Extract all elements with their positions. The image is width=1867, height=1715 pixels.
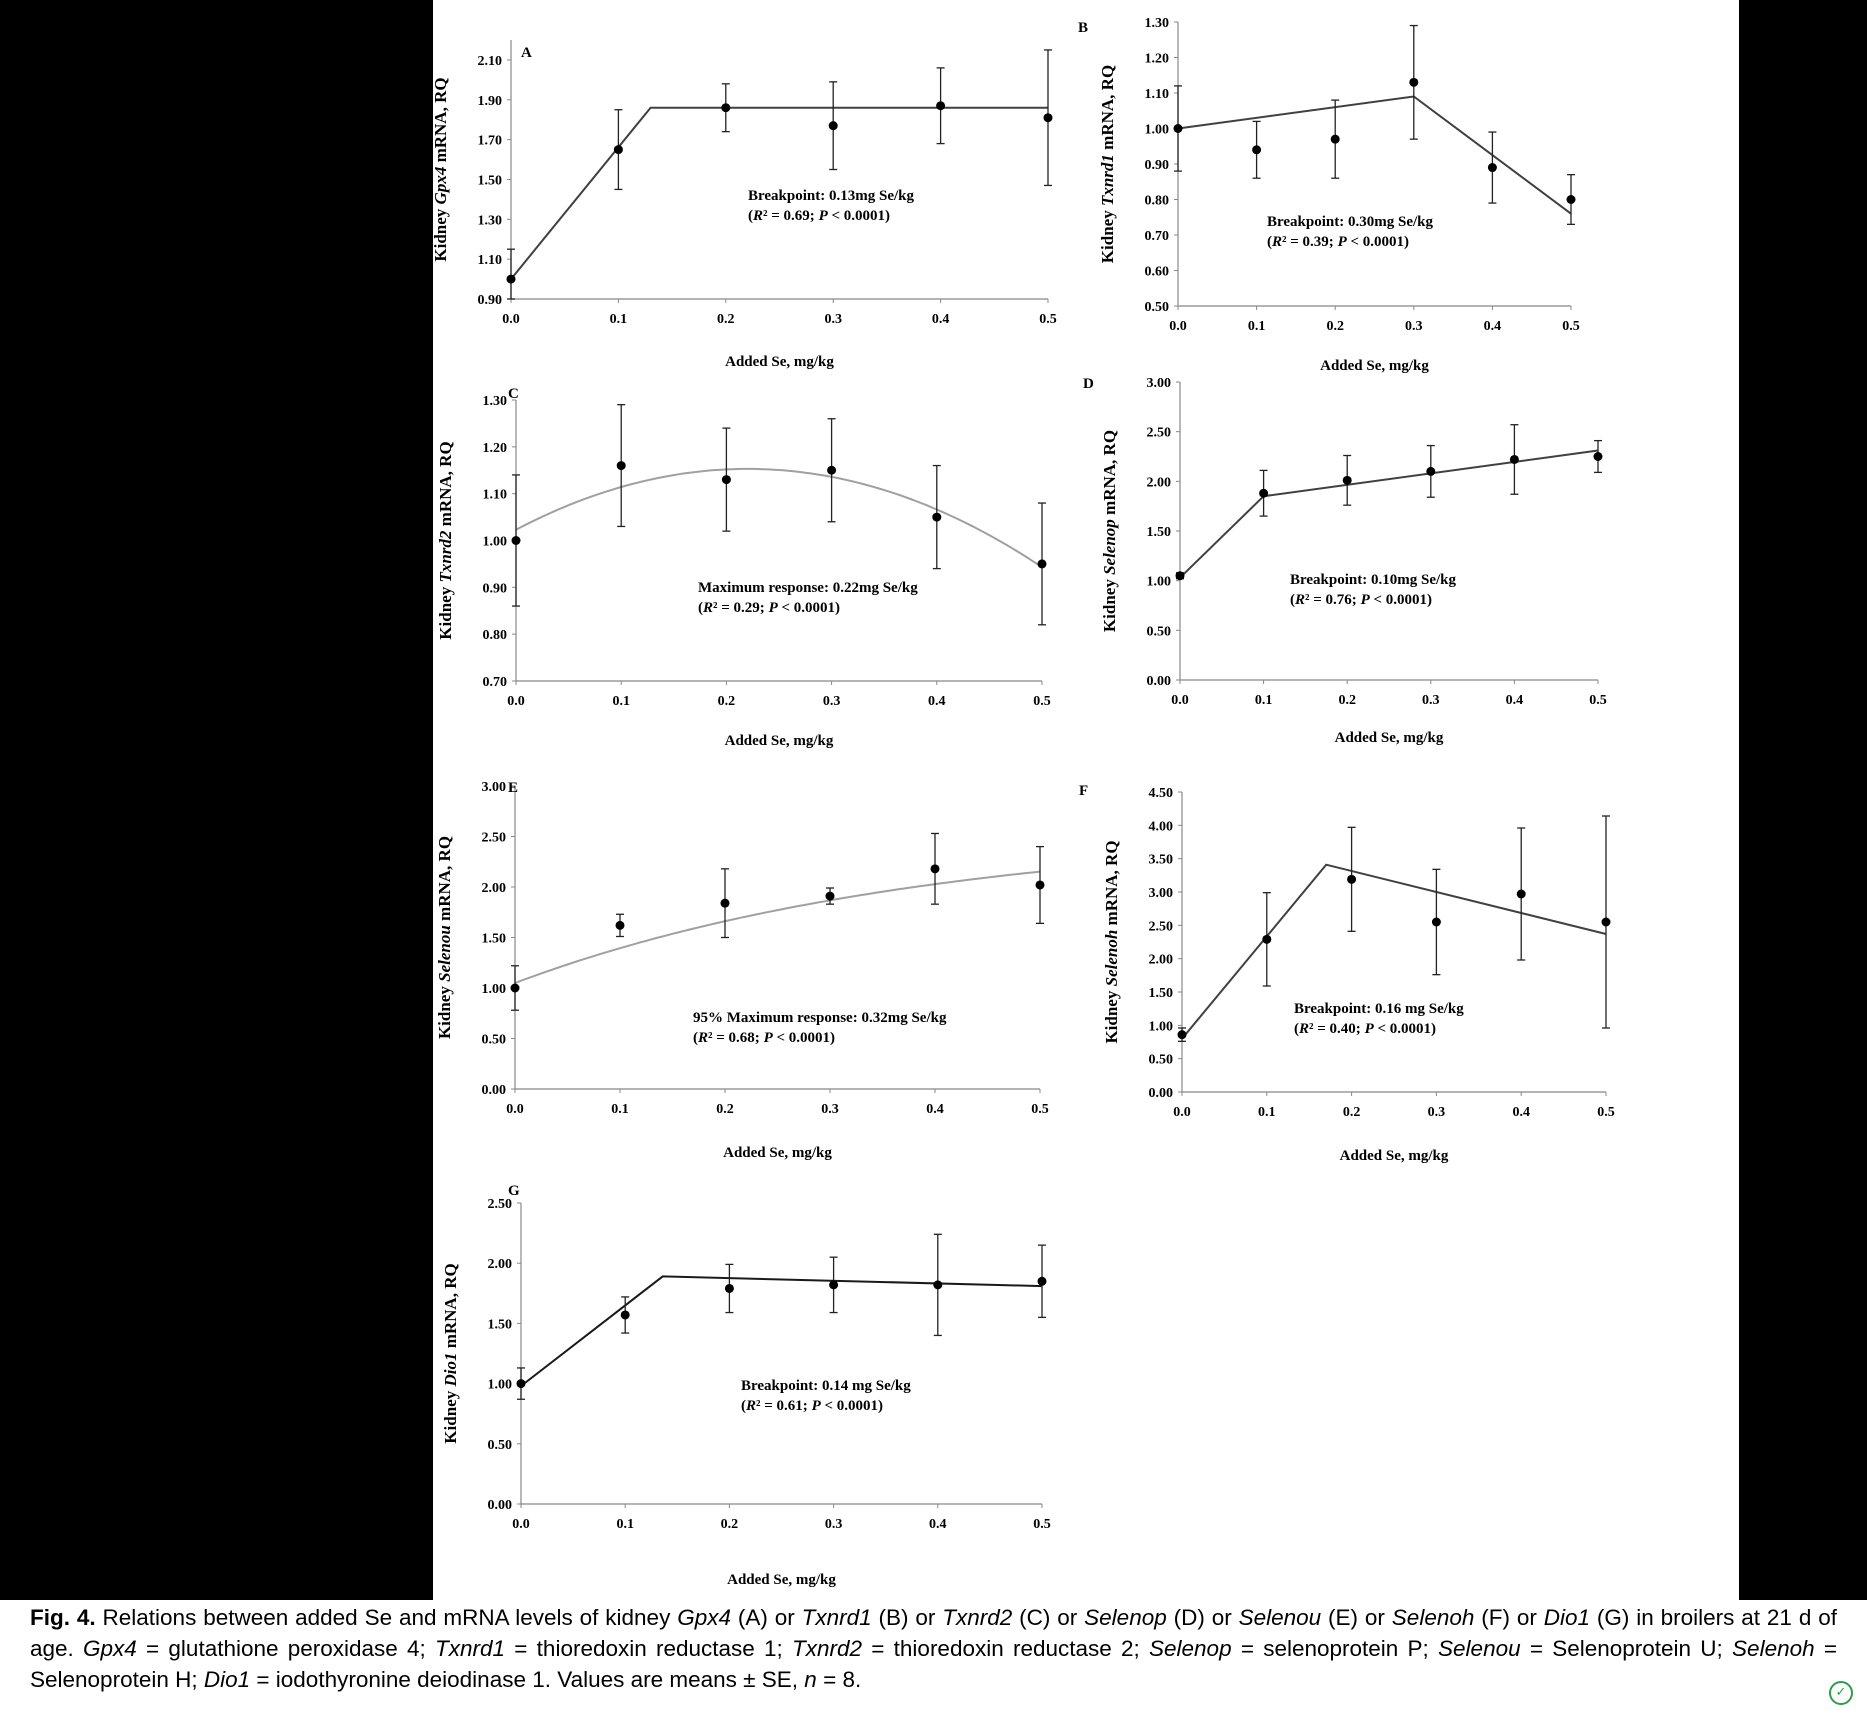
y-axis-label [431, 77, 450, 261]
data-point [507, 275, 516, 284]
caption-text: = iodothyronine deiodinase 1. Values are means ± SE, [250, 1667, 805, 1692]
annotation-part: < 0.0001) [1346, 234, 1410, 250]
fitted-line [521, 1276, 1042, 1386]
caption-text: (A) or [730, 1605, 802, 1630]
annotation-part: R [1272, 234, 1283, 250]
data-point [1174, 124, 1183, 133]
y-tick-label: 0.50 [1148, 1052, 1173, 1068]
x-tick-label: 0.1 [1247, 319, 1266, 334]
annotation-part: P [1360, 592, 1370, 608]
data-point [722, 475, 731, 484]
x-tick-label: 0.5 [1033, 1517, 1051, 1532]
annotation-part: R [753, 208, 764, 224]
data-point [721, 103, 730, 112]
y-axis-gene: Selenop [1100, 519, 1119, 575]
y-tick-label: 0.50 [487, 1437, 512, 1453]
y-axis-label-part: mRNA, RQ [1102, 840, 1121, 930]
data-point [725, 1284, 734, 1293]
y-tick-label: 0.50 [1144, 300, 1169, 315]
data-point [931, 864, 940, 873]
y-axis-label-part: mRNA, RQ [1098, 64, 1117, 155]
caption-text: (G) in broilers at 21 d of age. [30, 1605, 1837, 1661]
y-tick-label: 4.50 [1148, 786, 1173, 801]
y-tick-label: 1.50 [487, 1317, 512, 1333]
y-tick-label: 1.10 [1144, 87, 1169, 102]
chart-C [436, 386, 1051, 749]
data-point [1038, 1277, 1047, 1286]
x-tick-label: 0.5 [1562, 319, 1580, 334]
y-tick-label: 1.50 [1146, 525, 1171, 540]
caption-gene-name: n [804, 1667, 817, 1692]
x-tick-label: 0.5 [1597, 1105, 1615, 1120]
annotation-part: R [703, 600, 714, 616]
caption-gene-name: Txnrd1 [801, 1605, 872, 1630]
y-tick-label: 1.30 [1144, 16, 1169, 31]
annotation-part: ( [698, 600, 703, 616]
data-point [1432, 918, 1441, 927]
y-tick-label: 4.00 [1148, 819, 1173, 835]
x-tick-label: 0.3 [822, 694, 841, 709]
annotation-part: ( [1294, 1021, 1299, 1037]
x-tick-label: 0.1 [1258, 1105, 1276, 1120]
y-tick-label: 1.00 [1144, 122, 1169, 138]
x-axis-label: Added Se, mg/kg [1320, 358, 1429, 374]
caption-text: = thioredoxin reductase 2; [862, 1636, 1150, 1661]
data-point [1488, 163, 1497, 172]
data-point [1594, 452, 1603, 461]
y-axis-label [1098, 65, 1117, 263]
annotation-result: 95% Maximum response: 0.32mg Se/kg [693, 1010, 947, 1026]
annotation-result: Breakpoint: 0.30mg Se/kg [1267, 214, 1433, 230]
chart-D [1083, 376, 1607, 746]
y-axis-label-part: mRNA, RQ [435, 835, 454, 926]
data-point [829, 1280, 838, 1289]
x-axis-label: Added Se, mg/kg [725, 354, 834, 370]
annotation-part: ( [1267, 234, 1272, 250]
caption-gene-name: Gpx4 [83, 1636, 137, 1661]
x-tick-label: 0.4 [1512, 1105, 1530, 1120]
caption-text: (D) or [1166, 1605, 1239, 1630]
chart-B [1078, 16, 1580, 374]
caption-text: (F) or [1474, 1605, 1544, 1630]
caption-gene-name: Txnrd2 [792, 1636, 863, 1661]
data-point [1347, 875, 1356, 884]
x-tick-label: 0.0 [506, 1102, 524, 1117]
x-axis-label: Added Se, mg/kg [724, 733, 834, 749]
caption-text: = thioredoxin reductase 1; [505, 1636, 793, 1661]
data-point [511, 984, 520, 993]
annotation-result: Breakpoint: 0.16 mg Se/kg [1294, 1001, 1464, 1017]
x-tick-label: 0.2 [1326, 319, 1344, 334]
caption-gene-name: Txnrd1 [435, 1636, 506, 1661]
y-axis-label-part: Kidney [435, 981, 454, 1040]
data-point [829, 121, 838, 130]
data-point [1252, 145, 1261, 154]
annotation-part: < 0.0001) [1373, 1021, 1437, 1037]
x-tick-label: 0.2 [1342, 1105, 1361, 1120]
x-tick-label: 0.4 [928, 694, 946, 709]
fitted-line [1180, 451, 1598, 578]
annotation-part: ² = 0.69; [763, 208, 819, 224]
check-badge-icon: ✓ [1829, 1681, 1853, 1705]
annotation-part: ( [1290, 592, 1295, 608]
fitted-line [1178, 97, 1571, 214]
x-tick-label: 0.3 [1427, 1105, 1446, 1120]
annotation-part: R [1299, 1021, 1310, 1037]
x-tick-label: 0.0 [507, 694, 525, 709]
caption-gene-name: Selenop [1084, 1605, 1167, 1630]
figure-svg [433, 0, 1739, 1600]
caption-gene-name: Selenop [1149, 1636, 1232, 1661]
y-axis-label-part: mRNA, RQ [1100, 429, 1119, 520]
panel-letter: G [508, 1183, 520, 1199]
y-tick-label: 2.50 [487, 1197, 512, 1212]
data-point [1331, 135, 1340, 144]
panel-letter: B [1078, 20, 1089, 36]
annotation-stats [693, 1030, 835, 1046]
y-tick-label: 1.10 [482, 487, 507, 503]
data-point [1262, 935, 1271, 944]
data-point [936, 101, 945, 110]
y-tick-label: 2.00 [1146, 475, 1171, 491]
y-tick-label: 3.00 [1146, 376, 1171, 391]
caption-gene-name: Selenou [1238, 1605, 1322, 1630]
data-point [1409, 78, 1418, 87]
y-axis-gene: Selenoh [1102, 929, 1121, 987]
y-tick-label: 1.20 [1144, 51, 1169, 67]
annotation-part: R [1295, 592, 1306, 608]
data-point [512, 536, 521, 545]
y-tick-label: 3.50 [1148, 852, 1173, 868]
caption-text: (C) or [1012, 1605, 1085, 1630]
y-tick-label: 1.50 [477, 173, 502, 189]
caption-text: (B) or [871, 1605, 943, 1630]
annotation-part: ² = 0.39; [1282, 234, 1338, 250]
x-tick-label: 0.5 [1589, 693, 1607, 708]
panel-letter: F [1079, 783, 1089, 799]
y-tick-label: 0.50 [481, 1032, 506, 1048]
y-axis-gene: Txnrd1 [1098, 154, 1117, 207]
data-point [517, 1379, 526, 1388]
annotation-part: < 0.0001) [827, 208, 891, 224]
y-axis-gene: Gpx4 [431, 166, 450, 205]
y-axis-label [1100, 430, 1119, 632]
annotation-part: ² = 0.68; [708, 1030, 764, 1046]
annotation-part: P [1337, 234, 1347, 250]
x-tick-label: 0.2 [1338, 693, 1356, 708]
annotation-part: R [698, 1030, 709, 1046]
caption-text: = Selenoprotein H; [30, 1636, 1837, 1692]
x-axis-label: Added Se, mg/kg [727, 1572, 836, 1588]
data-point [826, 892, 835, 901]
caption-gene-name: Dio1 [203, 1667, 251, 1692]
y-tick-label: 1.20 [482, 440, 507, 456]
x-tick-label: 0.1 [612, 694, 630, 709]
y-tick-label: 1.50 [481, 931, 506, 947]
y-tick-label: 1.00 [1148, 1019, 1173, 1035]
y-axis-label-part: Kidney [436, 582, 455, 640]
annotation-part: ( [741, 1398, 746, 1414]
x-tick-label: 0.3 [1405, 319, 1423, 334]
annotation-part: ² = 0.29; [713, 600, 769, 616]
x-tick-label: 0.4 [929, 1517, 947, 1532]
chart-A [431, 40, 1057, 370]
panel-letter: D [1083, 376, 1094, 392]
x-tick-label: 0.4 [1483, 319, 1502, 334]
y-tick-label: 2.00 [487, 1257, 512, 1273]
data-point [1510, 455, 1519, 464]
y-tick-label: 0.00 [481, 1083, 506, 1098]
y-axis-gene: Selenou [435, 925, 454, 982]
x-tick-label: 0.4 [926, 1102, 944, 1117]
x-axis-label: Added Se, mg/kg [723, 1145, 832, 1161]
annotation-stats [1290, 592, 1432, 608]
data-point [1038, 559, 1047, 568]
y-tick-label: 0.90 [482, 581, 507, 597]
annotation-part: ( [748, 208, 753, 224]
x-axis-label: Added Se, mg/kg [1339, 1148, 1449, 1164]
caption-gene-name: Selenoh [1391, 1605, 1475, 1630]
annotation-stats [698, 600, 840, 616]
y-axis-gene: Txnrd2 [436, 530, 455, 583]
y-axis-label-part: Kidney [1102, 986, 1121, 1044]
annotation-part: < 0.0001) [820, 1398, 884, 1414]
y-tick-label: 0.00 [1148, 1086, 1173, 1101]
x-tick-label: 0.2 [717, 694, 736, 709]
annotation-result: Breakpoint: 0.13mg Se/kg [748, 188, 914, 204]
y-axis-label [441, 1263, 460, 1443]
y-tick-label: 1.30 [482, 394, 507, 409]
caption-body [30, 1605, 1837, 1692]
data-point [932, 513, 941, 522]
y-axis-label-part: mRNA, RQ [431, 77, 450, 167]
data-point [1517, 890, 1526, 899]
data-point [614, 145, 623, 154]
x-tick-label: 0.0 [1169, 319, 1187, 334]
caption-gene-name: Selenoh [1732, 1636, 1815, 1661]
y-axis-gene: Dio1 [441, 1352, 460, 1387]
x-tick-label: 0.5 [1033, 694, 1051, 709]
y-tick-label: 0.50 [1146, 624, 1171, 640]
x-tick-label: 0.0 [1171, 693, 1189, 708]
annotation-part: P [763, 1030, 773, 1046]
x-tick-label: 0.4 [931, 312, 950, 327]
y-tick-label: 2.50 [1146, 425, 1171, 441]
caption-text: = glutathione peroxidase 4; [136, 1636, 436, 1661]
y-tick-label: 2.50 [1148, 919, 1173, 935]
caption-gene-name: Dio1 [1543, 1605, 1591, 1630]
y-tick-label: 2.10 [477, 53, 502, 69]
x-tick-label: 0.1 [616, 1517, 634, 1532]
y-axis-label-part: mRNA, RQ [441, 1263, 460, 1353]
y-tick-label: 3.00 [1148, 886, 1173, 901]
x-tick-label: 0.4 [1505, 693, 1524, 708]
annotation-part: ² = 0.76; [1305, 592, 1361, 608]
annotation-stats [1267, 234, 1409, 250]
y-axis-label-part: Kidney [1098, 206, 1117, 264]
data-point [617, 461, 626, 470]
data-point [721, 899, 730, 908]
annotation-part: R [746, 1398, 757, 1414]
y-tick-label: 2.00 [1148, 952, 1173, 968]
y-tick-label: 2.50 [481, 830, 506, 846]
data-point [1044, 113, 1053, 122]
data-point [827, 466, 836, 475]
annotation-part: P [811, 1398, 821, 1414]
data-point [1426, 467, 1435, 476]
y-tick-label: 0.70 [1144, 229, 1169, 244]
data-point [1176, 571, 1185, 580]
x-tick-label: 0.2 [717, 312, 735, 327]
chart-F [1079, 783, 1615, 1164]
annotation-part: ² = 0.40; [1309, 1021, 1365, 1037]
data-point [1602, 918, 1611, 927]
annotation-part: P [818, 208, 828, 224]
annotation-part: ² = 0.61; [756, 1398, 812, 1414]
x-tick-label: 0.2 [716, 1102, 734, 1117]
y-tick-label: 0.80 [1144, 193, 1169, 209]
caption-gene-name: Gpx4 [677, 1605, 731, 1630]
y-tick-label: 0.00 [487, 1498, 512, 1513]
chart-E [435, 780, 1049, 1161]
y-axis-label [1102, 840, 1121, 1043]
fitted-line [516, 469, 1042, 567]
fitted-line [515, 872, 1040, 983]
y-axis-label-part: mRNA, RQ [436, 441, 455, 531]
panel-letter: A [521, 45, 532, 61]
annotation-result: Maximum response: 0.22mg Se/kg [698, 580, 918, 596]
y-tick-label: 3.00 [481, 780, 506, 795]
annotation-part: ( [693, 1030, 698, 1046]
annotation-part: < 0.0001) [772, 1030, 836, 1046]
annotation-result: Breakpoint: 0.10mg Se/kg [1290, 572, 1456, 588]
y-tick-label: 0.60 [1144, 264, 1169, 280]
y-axis-label-part: Kidney [441, 1386, 460, 1444]
y-axis-label-part: Kidney [431, 204, 450, 262]
annotation-part: P [1364, 1021, 1374, 1037]
caption-gene-name: Selenou [1438, 1636, 1521, 1661]
y-axis-label [436, 441, 455, 639]
annotation-stats [1294, 1021, 1436, 1037]
x-tick-label: 0.2 [720, 1517, 739, 1532]
x-tick-label: 0.3 [824, 312, 842, 327]
panel-letter: C [508, 386, 519, 402]
x-tick-label: 0.1 [611, 1102, 629, 1117]
data-point [621, 1310, 630, 1319]
x-axis-label: Added Se, mg/kg [1334, 730, 1444, 746]
annotation-part: P [768, 600, 778, 616]
y-tick-label: 1.00 [1146, 574, 1171, 590]
y-tick-label: 0.70 [482, 675, 507, 690]
caption-text: = selenoprotein P; [1231, 1636, 1439, 1661]
y-tick-label: 1.10 [477, 253, 502, 269]
y-tick-label: 2.00 [481, 881, 506, 896]
y-axis-label [435, 836, 454, 1039]
y-tick-label: 1.00 [481, 982, 506, 997]
chart-G [441, 1183, 1051, 1588]
annotation-stats [741, 1398, 883, 1414]
x-tick-label: 0.0 [502, 312, 520, 327]
x-tick-label: 0.3 [824, 1517, 843, 1532]
annotation-part: < 0.0001) [1369, 592, 1433, 608]
data-point [1259, 489, 1268, 498]
y-tick-label: 0.80 [482, 628, 507, 644]
annotation-result: Breakpoint: 0.14 mg Se/kg [741, 1378, 911, 1394]
x-tick-label: 0.1 [609, 312, 628, 327]
caption-text: Relations between added Se and mRNA levels of kidney [102, 1605, 678, 1630]
caption-text: = 8. [816, 1667, 862, 1692]
caption-label: Fig. 4. [30, 1605, 96, 1630]
x-tick-label: 0.5 [1031, 1102, 1049, 1117]
caption-text: = Selenoprotein U; [1520, 1636, 1733, 1661]
y-tick-label: 1.90 [477, 93, 502, 109]
panel-letter: E [508, 780, 519, 796]
x-tick-label: 0.0 [512, 1517, 530, 1532]
x-tick-label: 0.3 [821, 1102, 839, 1117]
y-tick-label: 1.50 [1148, 986, 1173, 1001]
x-tick-label: 0.0 [1173, 1105, 1191, 1120]
y-tick-label: 1.30 [477, 213, 502, 229]
y-tick-label: 0.90 [477, 293, 502, 308]
data-point [1567, 195, 1576, 204]
y-tick-label: 1.00 [482, 534, 507, 550]
caption-text: (E) or [1321, 1605, 1392, 1630]
y-tick-label: 0.90 [1144, 158, 1169, 173]
data-point [1178, 1030, 1187, 1039]
y-tick-label: 1.70 [477, 133, 502, 149]
caption-gene-name: Txnrd2 [942, 1605, 1013, 1630]
y-axis-label-part: Kidney [1100, 574, 1119, 633]
y-tick-label: 1.00 [487, 1377, 512, 1393]
y-tick-label: 0.00 [1146, 674, 1171, 689]
annotation-stats [748, 208, 890, 224]
data-point [933, 1280, 942, 1289]
annotation-part: < 0.0001) [777, 600, 841, 616]
x-tick-label: 0.1 [1254, 693, 1273, 708]
figure-caption [0, 1600, 1867, 1715]
x-tick-label: 0.3 [1422, 693, 1440, 708]
data-point [1036, 880, 1045, 889]
data-point [616, 921, 625, 930]
x-tick-label: 0.5 [1039, 312, 1057, 327]
data-point [1343, 476, 1352, 485]
